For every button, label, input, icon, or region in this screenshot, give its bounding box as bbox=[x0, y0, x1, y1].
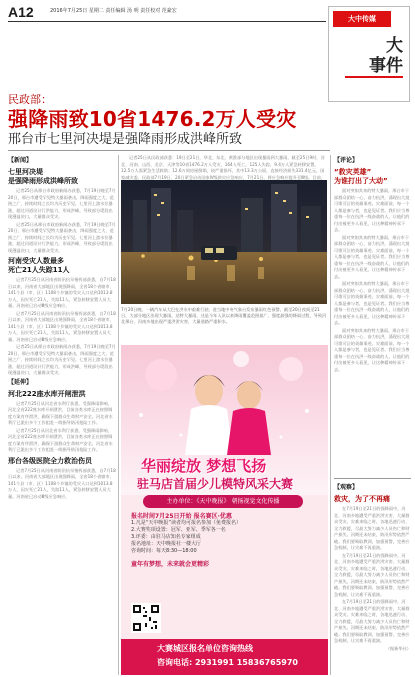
ad-organizer-badge: 主办单位：《天中晚报》 朝扬视觉文化传播 bbox=[143, 495, 303, 508]
left-body-2c: 记者25日从邢台市政府新闻办获悉，7月19日晚至7月20日，邢台市遭受罕见特大暴雨袭击，降雨强度之大、范围之广、持续时间之长均为历史罕见。七里河上游水位暴涨，超过河道设计行洪能力，形成洪峰，导致部分堤段出现漫溢决口，大量群众受灾。 bbox=[8, 344, 116, 375]
lede-paragraph bbox=[121, 155, 327, 179]
page-header-line: 2016年7月25日 星期二 责任编辑 汤 明 责任校对 范豪宏 bbox=[50, 8, 177, 14]
left-tag-news: 【新闻】 bbox=[8, 157, 33, 164]
right-body-2b: 在7月19日至21日的强降雨中，河北、河南多地遭受严重洪涝灾害，大量群众受灾。灾难来临之时，各地迅速行动、全力救援，尽最大努力减少人员伤亡和财产损失。汛期还未结束，防汛形势依然严峻。我们要吸取教训，加强预警，完善应急机制，让灾难不再重演。 bbox=[334, 552, 410, 597]
right-body-2c: 在7月19日至21日的强降雨中，河北、河南多地遭受严重洪涝灾害，大量群众受灾。灾难来临之时，各地迅速行动、全力救援，尽最大努力减少人员伤亡和财产损失。汛期还未结束，防汛形势依然严峻。我们要吸取教训，加强预警，完善应急机制，让灾难不再重演。 bbox=[334, 599, 410, 643]
header-rule bbox=[8, 21, 326, 22]
ad-phone-bar bbox=[121, 639, 328, 675]
ad-info-line-4: 报名地址：天中晚报社一楼大厅 bbox=[131, 541, 202, 547]
left-subtitle-4: 邢台各级医院全力救治伤员 bbox=[8, 456, 92, 465]
left-body-3b: 记者7月25日从河北省水利厅获悉，受强降雨影响，河北全省222座水库开闸泄洪，目前各类水库正在按照调度方案有序泄洪，确保下游群众生命财产安全。河北省水利厅已派出多个工作组赴一线指导防汛抢险工作。 bbox=[8, 427, 113, 452]
left-body-3: 记者7月25日从河北省水利厅获悉，受强降雨影响，河北全省222座水库开闸泄洪，目前各类水库正在按照调度方案有序泄洪，确保下游群众生命财产安全。河北省水利厅已派出多个工作组赴一线指导防汛抢险工作。 bbox=[8, 400, 113, 425]
ad-info-title: 报名时间7月25日开始 报名赛区·优惠 bbox=[131, 513, 232, 520]
lede-text: 记者25日从民政部获悉：19日至21日，华北、东北、黄淮部分地区出现暴雨到大暴雨，截至25日9时，河北、河南、山西、北京、天津等10省1476.2万人受灾，164人死亡，125人失踪，9.4万人紧急转移安置，12.5万人需紧急生活救助；12.6万间房屋倒塌，较严重损坏，其中13.3万公顷，直接经济损失331.4亿元。国家减灾委、民政部7月19日、20日紧急启动国家Ⅳ级救灾应急响应，7月21日，将应急响应提升至Ⅲ级。目前， bbox=[121, 155, 325, 180]
flood-photo-image bbox=[121, 180, 327, 304]
story-kicker: 民政部： bbox=[8, 93, 52, 106]
left-subtitle-3: 河北222座水库开闸泄洪 bbox=[8, 389, 86, 398]
ad-phone-numbers: 咨询电话: 2931991 15836765970 bbox=[157, 658, 298, 667]
left-column bbox=[8, 155, 116, 675]
column-divider-right bbox=[330, 155, 331, 675]
ad-info-line-3: 3.评委：由驻马店知名专家组成 bbox=[131, 534, 201, 540]
right-subtitle-1: “救灾英雄” 为谁打出了大动” bbox=[334, 168, 388, 185]
logo-section-2: 事件 bbox=[369, 56, 403, 76]
ad-title-1: 华丽绽放 梦想飞扬 bbox=[141, 457, 267, 475]
left-body-1b: 记者25日从邢台市政府新闻办获悉，7月19日晚至7月20日，邢台市遭受罕见特大暴雨袭击，降雨强度之大、范围之广、持续时间之长均为历史罕见。七里河上游水位暴涨，超过河道设计行洪能力，形成洪峰，导致部分堤段出现漫溢决口，大量群众受灾。 bbox=[8, 221, 116, 253]
flood-photo bbox=[121, 180, 327, 304]
page-number: A12 bbox=[8, 4, 34, 20]
right-rule bbox=[334, 478, 411, 479]
ad-info-line-5: 咨询时间：每天8:30—18:00 bbox=[131, 548, 197, 554]
logo-section-1: 大 bbox=[386, 36, 403, 56]
left-subtitle-2: 河南受灾人数最多 死亡21人失踪11人 bbox=[8, 257, 70, 274]
left-body-2b: 记者7月25日从河南省防汛抗旱指挥部获悉，自7月18日以来，河南省大部地区出现强降雨，全省18个省辖市、141个县（市、区）1108个乡镇的受灾人口达到1013.8万人，因灾死亡21人，失踪11人，紧急转移安置人员大量。河南省已启动Ⅲ级应急响应。 bbox=[8, 310, 116, 342]
headline-rule bbox=[8, 150, 330, 151]
newspaper-logo bbox=[328, 6, 410, 102]
left-tag-extend: 【延伸】 bbox=[8, 378, 33, 386]
qr-code-icon bbox=[131, 603, 161, 633]
ad-info-line-2: 2.大赛奖项设置：冠军、亚军、季军各一名 bbox=[131, 527, 226, 533]
modeling-contest-ad bbox=[121, 345, 328, 675]
sub-headline: 邢台市七里河决堤是强降雨形成洪峰所致 bbox=[8, 132, 243, 147]
right-tag-observe: 【观察】 bbox=[334, 484, 359, 491]
ad-info-line-1: 1.凡是“天中晚报”读者均可报名参加（免费报名） bbox=[131, 520, 241, 526]
right-body-1c: 面对突如其来的特大暴雨，邢台市干部群众团结一心、奋力抗洪，涌现出大批可歌可泣的英雄事迹。灾难面前，每一个人都是参与者，也是见证者。我们应当尊重每一位在抗洪一线奋战的人，让他们的付出被更多人看见，让这种精神传承下去。 bbox=[334, 281, 410, 325]
left-subtitle-1: 七里河决堤 是强降雨形成洪峰所致 bbox=[8, 168, 78, 185]
right-body-1: 面对突如其来的特大暴雨，邢台市干部群众团结一心、奋力抗洪，涌现出大批可歌可泣的英雄事迹。灾难面前，每一个人都是参与者，也是见证者。我们应当尊重每一位在抗洪一线奋战的人，让他们的付出被更多人看见，让这种精神传承下去。 bbox=[334, 188, 410, 232]
right-column-observation bbox=[334, 482, 411, 675]
main-headline: 强降雨致10省1476.2万人受灾 bbox=[8, 107, 297, 131]
photo-caption: 7月20日晚，一辆汽车从大巴在洪水中艰难行驶。进当地中央气象台发布暴雨红色预警，截至20日夜间至21日，大部分地区出现大暴雨，达特大暴雨，这是今年入汛以来降雨覆盖范围最广、强度最强的降雨过程，导致河北邢台、河南多地出现严重洪涝灾害，大量道路严重积水。 bbox=[121, 307, 327, 324]
logo-paper-name: 大中传媒 bbox=[333, 11, 391, 27]
ad-slogan: 童年有梦想，未来就会更精彩 bbox=[131, 561, 210, 568]
ad-header bbox=[121, 345, 328, 495]
ad-title-2: 驻马店首届少儿模特风采大赛 bbox=[137, 477, 294, 491]
right-subtitle-2: 救灾，为了不再痛 bbox=[334, 495, 390, 503]
right-body-2: 在7月19日至21日的强降雨中，河北、河南多地遭受严重洪涝灾害，大量群众受灾。灾难来临之时，各地迅速行动、全力救援，尽最大努力减少人员伤亡和财产损失。汛期还未结束，防汛形势依然严峻。我们要吸取教训，加强预警，完善应急机制，让灾难不再重演。 bbox=[334, 506, 410, 550]
left-body-2: 记者7月25日从河南省防汛抗旱指挥部获悉，自7月18日以来，河南省大部地区出现强降雨，全省18个省辖市、141个县（市、区）1108个乡镇的受灾人口达到1013.8万人，因灾死亡21人，失踪11人，紧急转移安置人员大量。河南省已启动Ⅲ级应急响应。 bbox=[8, 277, 116, 308]
right-tag-comment: 【评论】 bbox=[334, 157, 359, 164]
logo-bar bbox=[345, 76, 403, 78]
right-author: （据新华社） bbox=[385, 645, 411, 651]
ad-phone-label: 大赛城区报名单位咨询热线 bbox=[157, 644, 253, 653]
right-body-1d: 面对突如其来的特大暴雨，邢台市干部群众团结一心、奋力抗洪，涌现出大批可歌可泣的英雄事迹。灾难面前，每一个人都是参与者，也是见证者。我们应当尊重每一位在抗洪一线奋战的人，让他们的付出被更多人看见，让这种精神传承下去。 bbox=[334, 327, 410, 372]
column-divider-left bbox=[118, 155, 119, 675]
left-body-1: 记者25日从邢台市政府新闻办获悉，7月19日晚至7月20日，邢台市遭受罕见特大暴雨袭击，降雨强度之大、范围之广、持续时间之长均为历史罕见。七里河上游水位暴涨，超过河道设计行洪能力，形成洪峰，导致部分堤段出现漫溢决口，大量群众受灾。 bbox=[8, 188, 116, 219]
ad-children-illustration bbox=[121, 345, 328, 455]
right-column-commentary bbox=[334, 155, 411, 475]
ad-info-block bbox=[131, 513, 319, 568]
right-body-1b: 面对突如其来的特大暴雨，邢台市干部群众团结一心、奋力抗洪，涌现出大批可歌可泣的英雄事迹。灾难面前，每一个人都是参与者，也是见证者。我们应当尊重每一位在抗洪一线奋战的人，让他们的付出被更多人看见，让这种精神传承下去。 bbox=[334, 234, 410, 279]
left-body-4: 记者7月25日从河南省防汛抗旱指挥部获悉，自7月18日以来，河南省大部地区出现强降雨，全省18个省辖市、141个县（市、区）1108个乡镇的受灾人口达到1013.8万人，因灾死亡21人，失踪11人，紧急转移安置人员大量。河南省已启动Ⅲ级应急响应。 bbox=[8, 467, 116, 499]
